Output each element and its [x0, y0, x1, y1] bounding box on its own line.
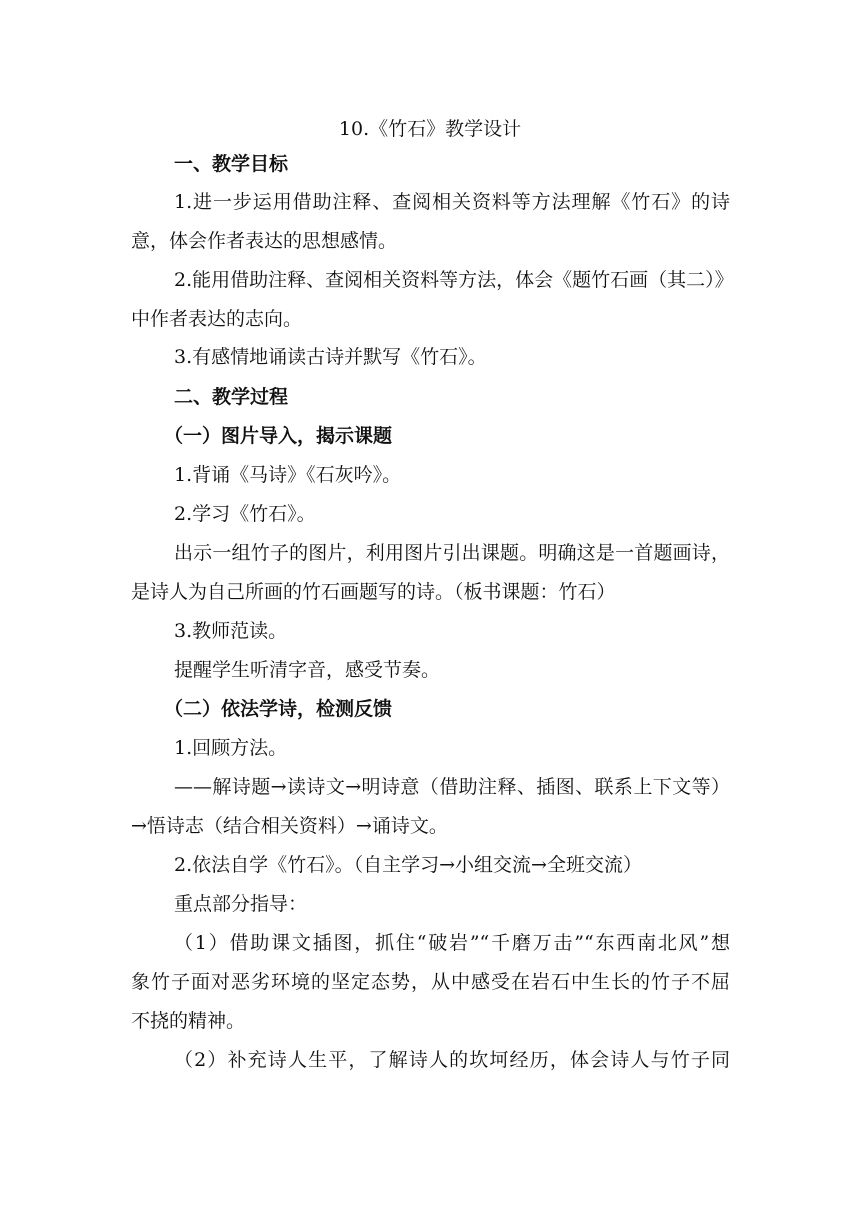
subsection-heading-2: （二）依法学诗，检测反馈: [164, 698, 393, 720]
guidance-2-line-1: （2）补充诗人生平，了解诗人的坎坷经历，体会诗人与竹子同: [174, 1049, 730, 1071]
part1-step-3: 3.教师范读。: [174, 620, 288, 642]
method-flow-line-2: →悟诗志（结合相关资料）→诵诗文。: [131, 815, 448, 837]
part1-step-1: 1.背诵《马诗》《石灰吟》。: [174, 464, 402, 486]
guidance-1-line-3: 不挠的精神。: [131, 1010, 246, 1032]
part2-step-2: 2.依法自学《竹石》。（自主学习→小组交流→全班交流）: [174, 854, 642, 876]
goal-1-line-2: 意，体会作者表达的思想感情。: [131, 230, 398, 252]
guidance-heading: 重点部分指导：: [174, 893, 308, 915]
document-title: 10.《竹石》教学设计: [338, 118, 522, 140]
part1-paragraph-2: 提醒学生听清字音，感受节奏。: [174, 659, 441, 681]
part1-paragraph-1-line-1: 出示一组竹子的图片，利用图片引出课题。明确这是一首题画诗，: [174, 542, 730, 564]
guidance-1-line-2: 象竹子面对恶劣环境的坚定态势，从中感受在岩石中生长的竹子不屈: [131, 971, 730, 993]
part1-paragraph-1-line-2: 是诗人为自己所画的竹石画题写的诗。（板书课题：竹石）: [131, 581, 616, 603]
section-heading-teaching-process: 二、教学过程: [174, 386, 289, 408]
part1-step-2: 2.学习《竹石》。: [174, 503, 316, 525]
part2-step-1: 1.回顾方法。: [174, 737, 288, 759]
section-heading-teaching-goals: 一、教学目标: [174, 153, 289, 175]
goal-1-line-1: 1.进一步运用借助注释、查阅相关资料等方法理解《竹石》的诗: [174, 191, 730, 213]
goal-2-line-1: 2.能用借助注释、查阅相关资料等方法，体会《题竹石画（其二）》: [174, 269, 734, 291]
goal-3: 3.有感情地诵读古诗并默写《竹石》。: [174, 346, 487, 368]
method-flow-line-1: ——解诗题→读诗文→明诗意（借助注释、插图、联系上下文等）: [174, 776, 730, 798]
goal-2-line-2: 中作者表达的志向。: [131, 308, 303, 330]
subsection-heading-1: （一）图片导入，揭示课题: [164, 425, 393, 447]
guidance-1-line-1: （1）借助课文插图，抓住“破岩”“千磨万击”“东西南北风”想: [174, 932, 730, 954]
